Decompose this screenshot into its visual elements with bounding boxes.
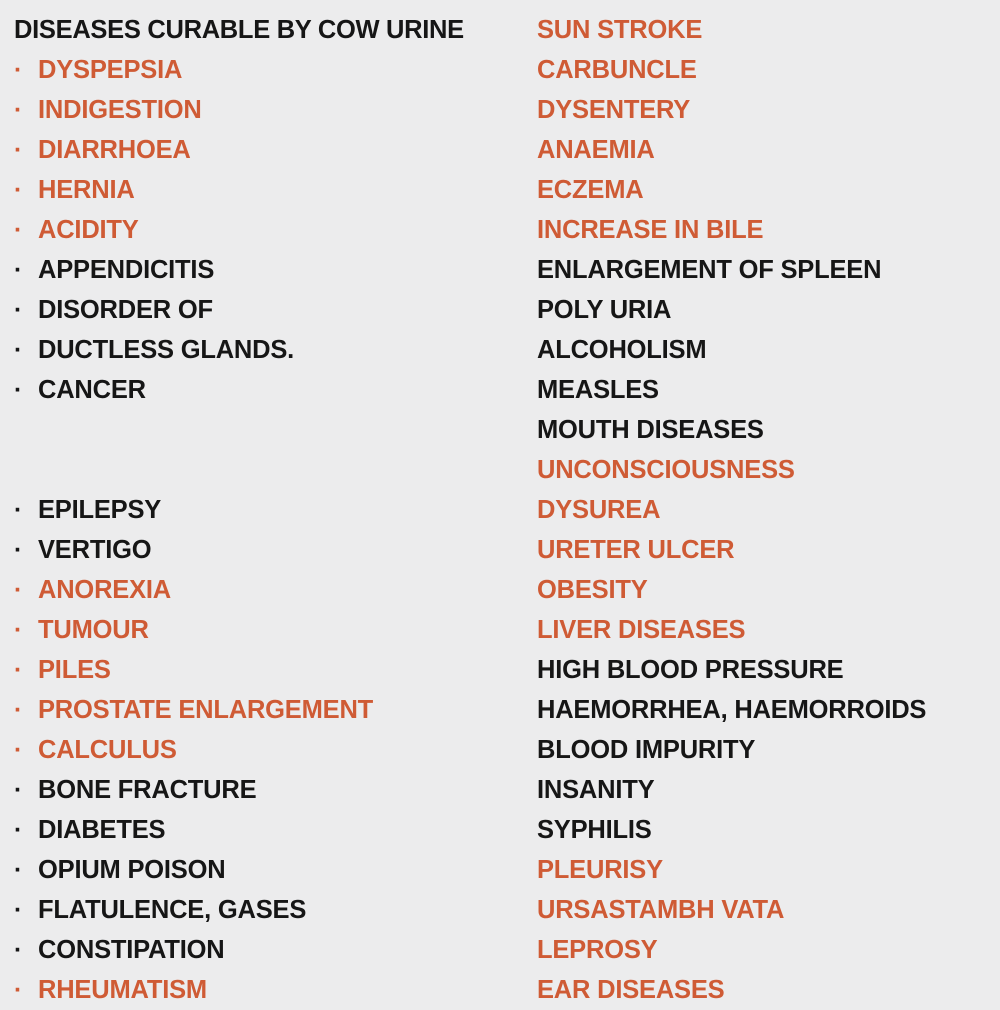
- list-item-label: TUMOUR: [38, 616, 149, 644]
- list-item: [14, 930, 505, 970]
- list-item: [513, 490, 1000, 530]
- list-item: [14, 490, 505, 530]
- bullet-icon: ·: [14, 136, 23, 164]
- list-item: [513, 690, 1000, 730]
- list-item: [14, 130, 505, 170]
- bullet-icon: ·: [14, 616, 23, 644]
- list-item-label: ANAEMIA: [537, 136, 655, 164]
- list-item-label: OPIUM POISON: [38, 856, 226, 884]
- bullet-icon: ·: [14, 816, 23, 844]
- list-item-label: DYSUREA: [537, 496, 661, 524]
- list-item: [513, 930, 1000, 970]
- list-item-label: UNCONSCIOUSNESS: [537, 456, 795, 484]
- list-item-label: HERNIA: [38, 176, 135, 204]
- list-item: [513, 530, 1000, 570]
- list-item: [14, 810, 505, 850]
- list-item-label: FLATULENCE, GASES: [38, 896, 307, 924]
- list-item: [14, 570, 505, 610]
- list-item-label: SYPHILIS: [537, 816, 652, 844]
- list-item-label: BLOOD IMPURITY: [537, 736, 756, 764]
- list-item-label: PILES: [38, 656, 111, 684]
- bullet-icon: ·: [14, 976, 23, 1004]
- list-item-label: DISORDER OF: [38, 296, 213, 324]
- bullet-icon: ·: [14, 56, 23, 84]
- two-column-layout: [0, 10, 1000, 1010]
- list-item-label: LEPROSY: [537, 936, 658, 964]
- list-item-label: INSANITY: [537, 776, 655, 804]
- list-item-label: ANOREXIA: [38, 576, 171, 604]
- list-item: [513, 10, 1000, 50]
- list-item: [14, 650, 505, 690]
- list-item: [513, 410, 1000, 450]
- list-item: [14, 330, 505, 370]
- list-item: [14, 250, 505, 290]
- bullet-icon: ·: [14, 96, 23, 124]
- list-item-label: APPENDICITIS: [38, 256, 215, 284]
- list-item: [513, 290, 1000, 330]
- right-disease-list: [513, 10, 1000, 1010]
- list-item-label: POLY URIA: [537, 296, 672, 324]
- list-item-label: OBESITY: [537, 576, 648, 604]
- bullet-icon: ·: [14, 336, 23, 364]
- left-column: [0, 10, 505, 1010]
- bullet-icon: ·: [14, 376, 23, 404]
- bullet-icon: ·: [14, 296, 23, 324]
- list-item: [14, 90, 505, 130]
- list-item-label: RHEUMATISM: [38, 976, 207, 1004]
- bullet-icon: ·: [14, 256, 23, 284]
- list-item-label: INCREASE IN BILE: [537, 216, 764, 244]
- list-item: [14, 530, 505, 570]
- bullet-icon: ·: [14, 576, 23, 604]
- list-item-label: EPILEPSY: [38, 496, 162, 524]
- list-item-label: DYSENTERY: [537, 96, 691, 124]
- list-item-label: ECZEMA: [537, 176, 644, 204]
- bullet-icon: ·: [14, 216, 23, 244]
- list-item: [14, 770, 505, 810]
- page-title: DISEASES CURABLE BY COW URINE: [14, 16, 464, 44]
- list-item: [513, 90, 1000, 130]
- list-item: [14, 370, 505, 410]
- list-item: [14, 970, 505, 1010]
- list-item: [513, 450, 1000, 490]
- list-item-label: CARBUNCLE: [537, 56, 697, 84]
- list-item: [513, 170, 1000, 210]
- bullet-icon: ·: [14, 896, 23, 924]
- list-item-label: MOUTH DISEASES: [537, 416, 764, 444]
- list-item: [513, 850, 1000, 890]
- list-item-label: CALCULUS: [38, 736, 177, 764]
- list-item-label: EAR DISEASES: [537, 976, 725, 1004]
- list-spacer: [14, 410, 505, 450]
- list-item: [513, 50, 1000, 90]
- list-item-label: PLEURISY: [537, 856, 663, 884]
- list-item-label: CANCER: [38, 376, 146, 404]
- list-item-label: VERTIGO: [38, 536, 152, 564]
- list-item-label: ACIDITY: [38, 216, 139, 244]
- list-item: [14, 610, 505, 650]
- list-item: [513, 130, 1000, 170]
- bullet-icon: ·: [14, 856, 23, 884]
- bullet-icon: ·: [14, 936, 23, 964]
- list-item: [513, 890, 1000, 930]
- bullet-icon: ·: [14, 776, 23, 804]
- list-item-label: BONE FRACTURE: [38, 776, 257, 804]
- list-item: [14, 290, 505, 330]
- list-item-label: DIARRHOEA: [38, 136, 191, 164]
- list-item: [14, 210, 505, 250]
- list-spacer: [14, 450, 505, 490]
- list-item: [513, 610, 1000, 650]
- list-item-label: URSASTAMBH VATA: [537, 896, 785, 924]
- list-item-label: HIGH BLOOD PRESSURE: [537, 656, 844, 684]
- list-item: [14, 170, 505, 210]
- list-item: [513, 770, 1000, 810]
- list-item-label: CONSTIPATION: [38, 936, 225, 964]
- list-item: [14, 50, 505, 90]
- list-item: [14, 890, 505, 930]
- right-column: [505, 10, 1000, 1010]
- list-item: [513, 730, 1000, 770]
- bullet-icon: ·: [14, 656, 23, 684]
- list-item-label: PROSTATE ENLARGEMENT: [38, 696, 374, 724]
- list-item: [513, 970, 1000, 1010]
- list-item: [14, 730, 505, 770]
- list-item-label: ENLARGEMENT OF SPLEEN: [537, 256, 882, 284]
- bullet-icon: ·: [14, 496, 23, 524]
- list-item-label: INDIGESTION: [38, 96, 202, 124]
- list-item: [513, 810, 1000, 850]
- list-item-label: DUCTLESS GLANDS.: [38, 336, 295, 364]
- list-item: [14, 690, 505, 730]
- list-item: [513, 570, 1000, 610]
- list-item: [513, 650, 1000, 690]
- list-item-label: HAEMORRHEA, HAEMORROIDS: [537, 696, 927, 724]
- list-item-label: SUN STROKE: [537, 16, 703, 44]
- bullet-icon: ·: [14, 536, 23, 564]
- list-item-label: DYSPEPSIA: [38, 56, 183, 84]
- list-item-label: MEASLES: [537, 376, 659, 404]
- list-item: [513, 370, 1000, 410]
- list-item-label: ALCOHOLISM: [537, 336, 707, 364]
- list-item: [513, 250, 1000, 290]
- left-disease-list: [14, 50, 505, 1010]
- list-item: [14, 850, 505, 890]
- bullet-icon: ·: [14, 696, 23, 724]
- list-item: [513, 210, 1000, 250]
- bullet-icon: ·: [14, 176, 23, 204]
- list-item-label: LIVER DISEASES: [537, 616, 746, 644]
- list-item: [513, 330, 1000, 370]
- list-item-label: DIABETES: [38, 816, 166, 844]
- bullet-icon: ·: [14, 736, 23, 764]
- list-item-label: URETER ULCER: [537, 536, 735, 564]
